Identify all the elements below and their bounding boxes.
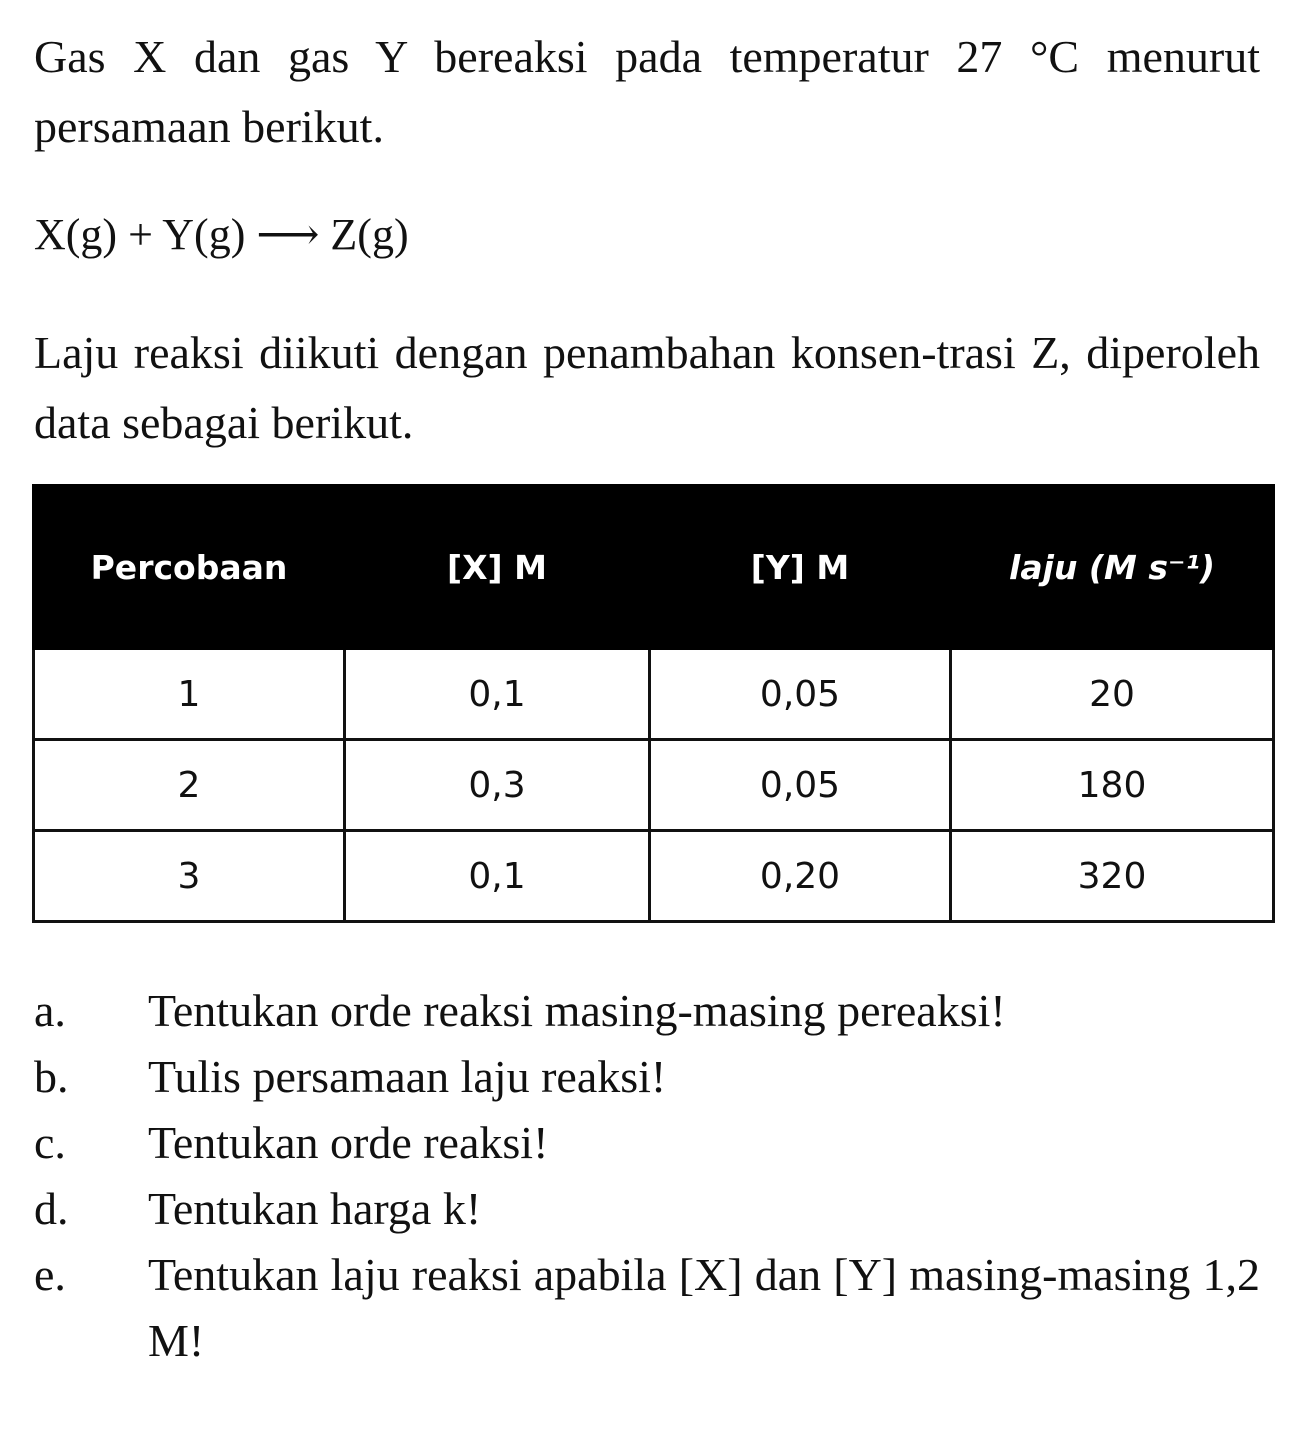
question-item-d bbox=[34, 1176, 1260, 1242]
question-item-b bbox=[34, 1044, 1260, 1110]
cell-x: 0,1 bbox=[345, 649, 650, 740]
question-text: Tentukan laju reaksi apabila [X] dan [Y] masing-masing 1,2 M! bbox=[148, 1249, 1260, 1366]
question-letter: a. bbox=[34, 985, 66, 1036]
question-letter: b. bbox=[34, 1051, 69, 1102]
header-percobaan: Percobaan bbox=[34, 486, 345, 649]
cell-x: 0,1 bbox=[345, 831, 650, 922]
question-text: Tentukan orde reaksi masing-masing pereaksi! bbox=[148, 985, 1006, 1036]
question-text: Tentukan orde reaksi! bbox=[148, 1117, 549, 1168]
question-letter: d. bbox=[34, 1183, 69, 1234]
question-list bbox=[34, 978, 1260, 1374]
table-row bbox=[34, 831, 1274, 922]
cell-rate: 180 bbox=[951, 740, 1274, 831]
cell-y: 0,05 bbox=[650, 740, 951, 831]
table-row bbox=[34, 740, 1274, 831]
experiment-data-table bbox=[32, 484, 1275, 923]
question-item-a bbox=[34, 978, 1260, 1044]
cell-percobaan: 1 bbox=[34, 649, 345, 740]
cell-y: 0,05 bbox=[650, 649, 951, 740]
header-y-concentration: [Y] M bbox=[650, 486, 951, 649]
table-header-row bbox=[34, 486, 1274, 649]
question-item-c bbox=[34, 1110, 1260, 1176]
cell-y: 0,20 bbox=[650, 831, 951, 922]
reaction-equation: X(g) + Y(g) ⟶ Z(g) bbox=[34, 210, 409, 259]
question-text: Tulis persamaan laju reaksi! bbox=[148, 1051, 667, 1102]
intro-paragraph: Gas X dan gas Y bereaksi pada temperatur 27 °C menurut persamaan berikut. bbox=[34, 31, 1260, 152]
question-letter: c. bbox=[34, 1117, 66, 1168]
question-text: Tentukan harga k! bbox=[148, 1183, 482, 1234]
cell-percobaan: 2 bbox=[34, 740, 345, 831]
cell-x: 0,3 bbox=[345, 740, 650, 831]
cell-percobaan: 3 bbox=[34, 831, 345, 922]
table-row bbox=[34, 649, 1274, 740]
description-paragraph: Laju reaksi diikuti dengan penambahan konsen-trasi Z, diperoleh data sebagai berikut. bbox=[34, 327, 1260, 448]
cell-rate: 320 bbox=[951, 831, 1274, 922]
header-rate: laju (M s⁻¹) bbox=[951, 486, 1274, 649]
cell-rate: 20 bbox=[951, 649, 1274, 740]
question-item-e bbox=[34, 1242, 1260, 1374]
question-letter: e. bbox=[34, 1249, 66, 1300]
header-x-concentration: [X] M bbox=[345, 486, 650, 649]
